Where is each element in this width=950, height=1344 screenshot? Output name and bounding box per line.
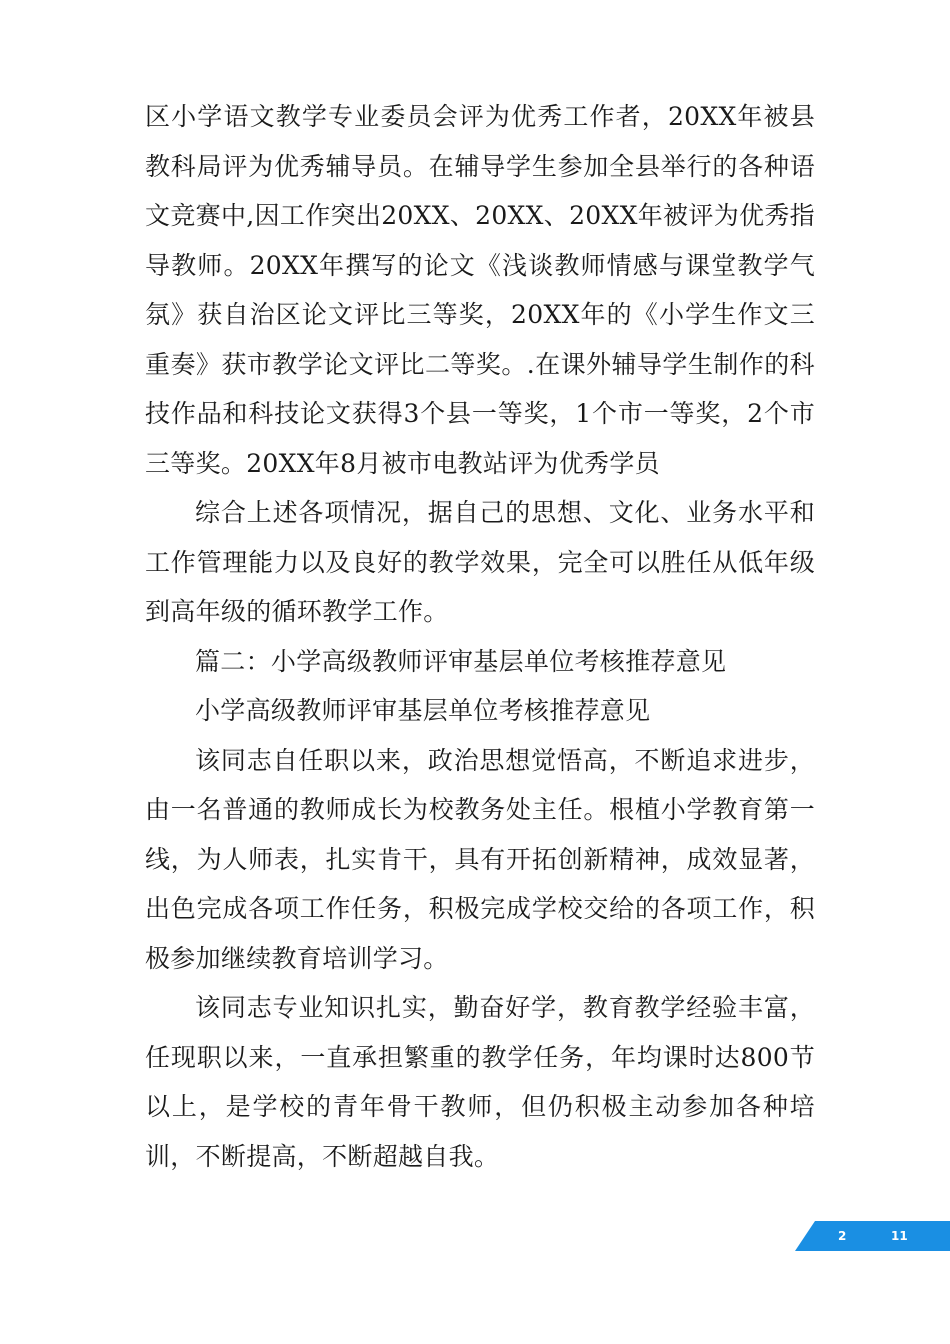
paragraph-recommendation-2: 该同志专业知识扎实，勤奋好学，教育教学经验丰富，任现职以来，一直承担繁重的教学任务，年均课时达800节以上，是学校的青年骨干教师，但仍积极主动参加各种培训，不断提高，不断超越自我。 bbox=[145, 993, 815, 1171]
section-title: 小学高级教师评审基层单位考核推荐意见 bbox=[195, 696, 651, 725]
paragraph-recommendation-1: 该同志自任职以来，政治思想觉悟高，不断追求进步，由一名普通的教师成长为校教务处主任。根植小学教育第一线，为人师表，扎实肯干，具有开拓创新精神，成效显著，出色完成各项工作任务，积极完成学校交给的各项工作，积极参加继续教育培训学习。 bbox=[145, 745, 815, 973]
paragraph-awards: 区小学语文教学专业委员会评为优秀工作者，20XX年被县教科局评为优秀辅导员。在辅导学生参加全县举行的各种语文竞赛中,因工作突出20XX、20XX、20XX年被评为优秀指导教师。20XX年撰写的论文《浅谈教师情感与课堂教学气氛》获自治区论文评比三等奖，20XX年的《小学生作文三重奏》获市教学论文评比二等奖。.在课外辅导学生制作的科技作品和科技论文获得3个县一等奖，1个市一等奖，2个市三等奖。20XX年8月被市电教站评为优秀学员 bbox=[145, 102, 815, 478]
page-indicator bbox=[795, 1221, 950, 1251]
document-body bbox=[145, 92, 815, 1181]
page-number: 2 bbox=[838, 1229, 847, 1243]
paragraph-summary: 综合上述各项情况，据自己的思想、文化、业务水平和工作管理能力以及良好的教学效果，完全可以胜任从低年级到高年级的循环教学工作。 bbox=[145, 498, 815, 626]
page-indicator-shape bbox=[795, 1221, 950, 1251]
section-heading: 篇二：小学高级教师评审基层单位考核推荐意见 bbox=[195, 646, 727, 676]
page-total: 11 bbox=[891, 1229, 908, 1243]
